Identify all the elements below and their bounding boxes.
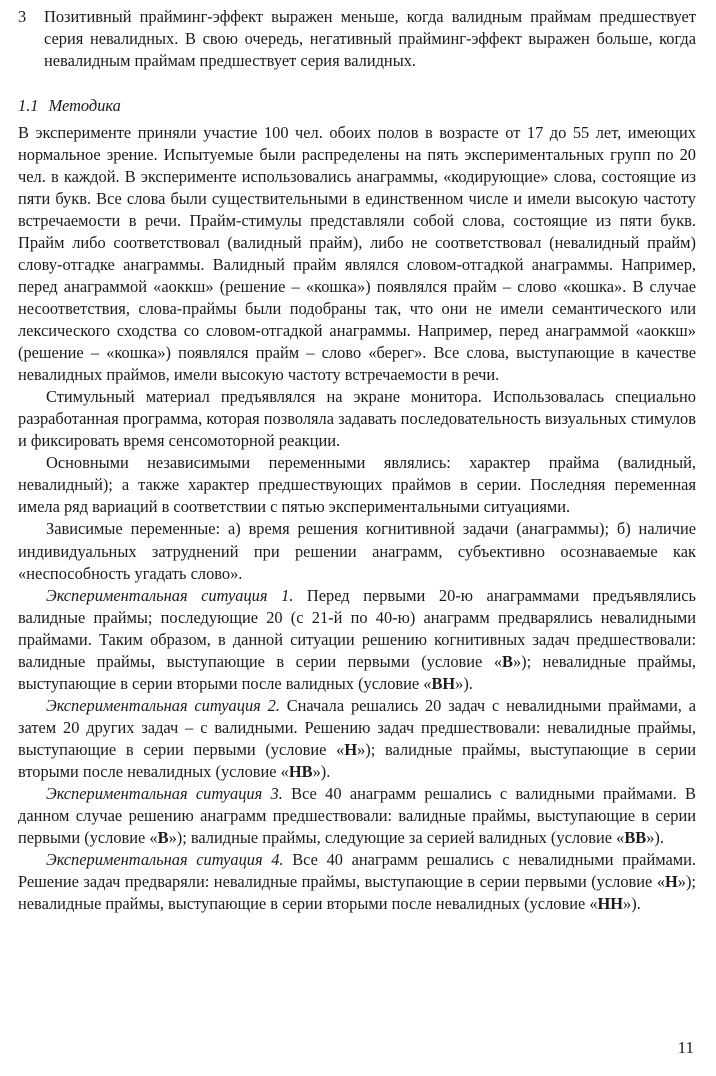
situation-text: »); невалидные праймы, выступающие в серии вторыми после невалидных (условие « (18, 872, 696, 914)
situation-text: »). (623, 894, 641, 914)
condition-code: НН (597, 894, 624, 914)
paragraph-situation-2 (18, 695, 696, 783)
section-heading (18, 95, 696, 117)
situation-text: »); невалидные праймы, выступающие в серии вторыми после валидных (условие « (18, 651, 696, 693)
paragraph-dependent-variables: Зависимые переменные: а) время решения когнитивной задачи (анаграммы); б) наличие индивидуальных затруднений при решении анаграмм, субъективно осознаваемые как «неспособность угадать слово». (18, 519, 696, 583)
hypothesis-text: Позитивный прайминг-эффект выражен меньше, когда валидным праймам предшествует серия невалидных. В свою очередь, негативный прайминг-эффект выражен больше, когда невалидным праймам предшествует серия валидных. (44, 7, 696, 71)
hypothesis-number: 3 (18, 7, 27, 26)
page-number: 11 (677, 1038, 694, 1057)
situation-text: »); валидные праймы, выступающие в серии вторыми после невалидных (условие « (18, 739, 697, 781)
situation-text: Сначала решались 20 задач с невалидными праймами, а затем 20 других задач – с валидными. Решению задач предшествовали: невалидные праймы, выступающие в серии первыми (условие « (18, 695, 696, 759)
condition-code: В (157, 828, 169, 848)
situation-text: Перед первыми 20-ю анаграммами предъявлялись валидные праймы; последующие 20 (с 21-й по 40-ю) анаграмм предварялись невалидными праймами. Таким образом, в данной ситуации решению когнитивных задач предшествовали: валидные праймы, выступающие в серии первыми (условие « (18, 585, 696, 671)
paragraph-participants: В эксперименте приняли участие 100 чел. обоих полов в возрасте от 17 до 55 лет, имеющих нормальное зрение. Испытуемые были распределены на пять экспериментальных групп по 20 чел. в каждой. В эксперименте использовались анаграммы, «кодирующие» слова, состоящие из пяти букв. Все слова были существительными в единственном числе и имели высокую частоту встречаемости в речи. Прайм-стимулы представляли собой слова, состоящие из пяти букв. Прайм либо соответствовал (валидный прайм), либо не соответствовал (невалидный прайм) слову-отгадке анаграммы. Валидный прайм являлся словом-отгадкой анаграммы. Например, перед анаграммой «аоккш» (решение – «кошка») появлялся прайм – слово «кошка». В случае несоответствия, слова-праймы были подобраны так, что они не имели семантического или лексического сходства со словом-отгадкой анаграммы. Например, перед анаграммой «аоккш» (решение – «кошка») появлялся прайм – слово «берег». Все слова, выступающие в качестве невалидных праймов, имели высокую частоту встречаемости в речи. (18, 122, 696, 385)
situation-text: »). (646, 828, 664, 848)
situation-text: Все 40 анаграмм решались с валидными праймами. В данном случае решению анаграмм предшествовали: валидные праймы, выступающие в серии первыми (условие « (18, 784, 696, 848)
paragraph-situation-3 (18, 783, 696, 849)
condition-code: Н (344, 739, 358, 759)
situation-text: »). (455, 673, 473, 693)
paragraph-independent-variables: Основными независимыми переменными являлись: характер прайма (валидный, невалидный); а также характер предшествующих праймов в серии. Последняя переменная имела ряд вариаций в соответствии с пятью экспериментальными ситуациями. (18, 453, 696, 517)
condition-code: Н (665, 872, 678, 892)
section-number: 1.1 (18, 95, 39, 115)
condition-code: ВН (431, 673, 456, 693)
situation-label: Экспериментальная ситуация 3. (46, 784, 283, 804)
situation-label: Экспериментальная ситуация 1. (46, 585, 294, 605)
situation-text: »). (312, 761, 331, 781)
paragraph-situation-1 (18, 585, 696, 695)
condition-code: В (502, 651, 513, 671)
situation-label: Экспериментальная ситуация 2. (46, 695, 280, 715)
condition-code: НВ (288, 761, 313, 781)
condition-code: ВВ (624, 828, 647, 848)
situation-text: Все 40 анаграмм решались с невалидными праймами. Решение задач предваряли: невалидные праймы, выступающие в серии первыми (условие « (18, 850, 696, 892)
paragraph-stimuli: Стимульный материал предъявлялся на экране монитора. Использовалась специально разработанная программа, которая позволяла задавать последовательность визуальных стимулов и фиксировать время сенсомоторной реакции. (18, 387, 696, 451)
section-title: Методика (48, 95, 121, 115)
paragraph-situation-4 (18, 849, 696, 915)
hypothesis-item (18, 6, 696, 73)
situation-text: »); валидные праймы, следующие за серией валидных (условие « (168, 828, 625, 848)
situation-label: Экспериментальная ситуация 4. (46, 850, 284, 870)
